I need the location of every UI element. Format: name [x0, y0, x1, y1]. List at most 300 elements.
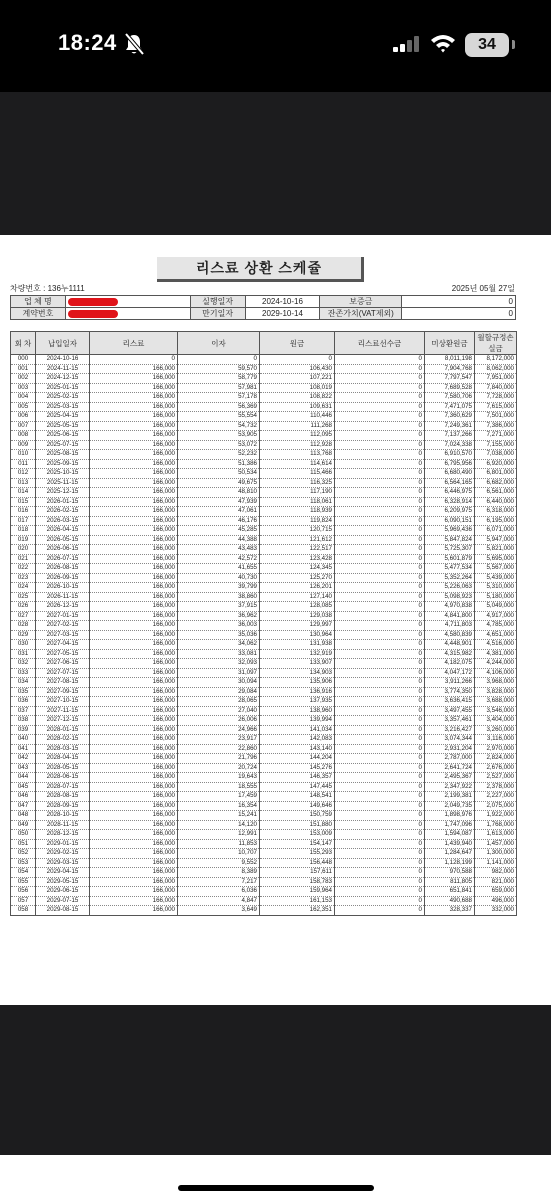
table-cell: 3,911,266 — [425, 678, 475, 688]
table-cell: 4,516,000 — [475, 640, 517, 650]
table-cell: 8,062,000 — [475, 364, 517, 374]
table-row — [11, 782, 517, 792]
table-row — [11, 526, 517, 536]
table-cell: 166,000 — [90, 630, 178, 640]
table-cell: 0 — [335, 573, 425, 583]
table-cell: 8,172,000 — [475, 355, 517, 365]
document-title: 리스료 상환 스케쥴 — [157, 257, 364, 282]
table-cell: 166,000 — [90, 545, 178, 555]
table-cell: 145,276 — [260, 763, 335, 773]
maturity-date-label: 만기일자 — [190, 308, 245, 320]
table-row — [11, 535, 517, 545]
table-cell: 2,075,000 — [475, 801, 517, 811]
table-cell: 21,796 — [178, 754, 260, 764]
table-cell: 7,471,075 — [425, 402, 475, 412]
table-cell: 146,357 — [260, 773, 335, 783]
table-cell: 59,570 — [178, 364, 260, 374]
table-cell: 38,860 — [178, 592, 260, 602]
table-cell: 139,994 — [260, 716, 335, 726]
table-cell: 54,732 — [178, 421, 260, 431]
table-cell: 1,141,000 — [475, 858, 517, 868]
table-cell: 153,009 — [260, 830, 335, 840]
table-cell: 4,381,000 — [475, 649, 517, 659]
table-cell: 16,354 — [178, 801, 260, 811]
table-cell: 1,768,000 — [475, 820, 517, 830]
table-cell: 158,783 — [260, 877, 335, 887]
table-cell: 7,271,000 — [475, 431, 517, 441]
table-cell: 821,000 — [475, 877, 517, 887]
table-cell: 166,000 — [90, 649, 178, 659]
table-cell: 126,201 — [260, 583, 335, 593]
table-cell: 2026-08-15 — [36, 564, 90, 574]
table-cell: 51,386 — [178, 459, 260, 469]
table-cell: 6,910,570 — [425, 450, 475, 460]
table-cell: 43,483 — [178, 545, 260, 555]
table-cell: 166,000 — [90, 687, 178, 697]
table-cell: 017 — [11, 516, 36, 526]
table-cell: 0 — [335, 773, 425, 783]
table-cell: 166,000 — [90, 716, 178, 726]
table-cell: 1,457,000 — [475, 839, 517, 849]
table-cell: 3,216,427 — [425, 725, 475, 735]
table-cell: 4,047,172 — [425, 668, 475, 678]
table-cell: 6,318,000 — [475, 507, 517, 517]
table-cell: 2028-03-15 — [36, 744, 90, 754]
table-cell: 120,715 — [260, 526, 335, 536]
table-cell: 1,922,000 — [475, 811, 517, 821]
battery-cap-icon — [512, 40, 515, 49]
table-cell: 137,935 — [260, 697, 335, 707]
table-row — [11, 431, 517, 441]
deposit-label: 보증금 — [320, 296, 402, 308]
table-cell: 166,000 — [90, 725, 178, 735]
table-cell: 032 — [11, 659, 36, 669]
table-cell: 2028-10-15 — [36, 811, 90, 821]
table-cell: 2027-11-15 — [36, 706, 90, 716]
table-cell: 1,898,976 — [425, 811, 475, 821]
table-cell: 328,337 — [425, 906, 475, 916]
table-cell: 151,880 — [260, 820, 335, 830]
table-cell: 50,534 — [178, 469, 260, 479]
table-cell: 2026-09-15 — [36, 573, 90, 583]
table-cell: 2,495,367 — [425, 773, 475, 783]
table-cell: 2028-01-15 — [36, 725, 90, 735]
table-cell: 9,552 — [178, 858, 260, 868]
table-cell: 651,841 — [425, 887, 475, 897]
table-cell: 2026-01-15 — [36, 497, 90, 507]
table-cell: 2025-02-15 — [36, 393, 90, 403]
table-cell: 2,641,724 — [425, 763, 475, 773]
table-cell: 0 — [335, 868, 425, 878]
table-cell: 155,293 — [260, 849, 335, 859]
column-header: 리스료선수금 — [335, 332, 425, 355]
table-cell: 20,724 — [178, 763, 260, 773]
table-cell: 166,000 — [90, 887, 178, 897]
home-indicator[interactable] — [178, 1185, 374, 1191]
table-cell: 0 — [335, 364, 425, 374]
table-cell: 162,351 — [260, 906, 335, 916]
table-cell: 129,997 — [260, 621, 335, 631]
table-cell: 149,646 — [260, 801, 335, 811]
table-cell: 166,000 — [90, 440, 178, 450]
table-cell: 18,555 — [178, 782, 260, 792]
table-cell: 014 — [11, 488, 36, 498]
table-cell: 6,920,000 — [475, 459, 517, 469]
table-cell: 0 — [335, 469, 425, 479]
table-cell: 2025-05-15 — [36, 421, 90, 431]
table-cell: 148,541 — [260, 792, 335, 802]
table-cell: 3,497,455 — [425, 706, 475, 716]
table-cell: 35,036 — [178, 630, 260, 640]
table-cell: 023 — [11, 573, 36, 583]
table-cell: 2027-12-15 — [36, 716, 90, 726]
table-cell: 811,805 — [425, 877, 475, 887]
table-row — [11, 839, 517, 849]
table-cell: 039 — [11, 725, 36, 735]
table-cell: 166,000 — [90, 573, 178, 583]
table-cell: 133,907 — [260, 659, 335, 669]
table-cell: 2024-11-15 — [36, 364, 90, 374]
table-cell: 3,357,461 — [425, 716, 475, 726]
table-cell: 044 — [11, 773, 36, 783]
table-cell: 7,038,000 — [475, 450, 517, 460]
table-cell: 34,062 — [178, 640, 260, 650]
column-header: 미상환원금 — [425, 332, 475, 355]
table-cell: 0 — [335, 649, 425, 659]
table-cell: 6,209,975 — [425, 507, 475, 517]
table-cell: 2025-11-15 — [36, 478, 90, 488]
table-cell: 3,774,350 — [425, 687, 475, 697]
table-cell: 142,083 — [260, 735, 335, 745]
table-row — [11, 668, 517, 678]
table-cell: 034 — [11, 678, 36, 688]
table-cell: 166,000 — [90, 488, 178, 498]
deposit-value: 0 — [402, 296, 516, 308]
table-cell: 029 — [11, 630, 36, 640]
table-cell: 2025-09-15 — [36, 459, 90, 469]
table-cell: 490,688 — [425, 896, 475, 906]
table-cell: 166,000 — [90, 678, 178, 688]
table-cell: 29,084 — [178, 687, 260, 697]
table-cell: 0 — [335, 763, 425, 773]
table-row — [11, 649, 517, 659]
table-cell: 2029-04-15 — [36, 868, 90, 878]
table-cell: 19,643 — [178, 773, 260, 783]
table-cell: 0 — [90, 355, 178, 365]
table-cell: 0 — [335, 583, 425, 593]
table-cell: 166,000 — [90, 896, 178, 906]
column-header: 월할규정손실금 — [475, 332, 517, 355]
table-cell: 5,601,879 — [425, 554, 475, 564]
table-cell: 166,000 — [90, 763, 178, 773]
table-cell: 1,284,647 — [425, 849, 475, 859]
table-cell: 2025-12-15 — [36, 488, 90, 498]
table-cell: 2024-12-15 — [36, 374, 90, 384]
table-row — [11, 887, 517, 897]
table-row — [11, 735, 517, 745]
table-cell: 166,000 — [90, 811, 178, 821]
table-cell: 002 — [11, 374, 36, 384]
table-cell: 2026-03-15 — [36, 516, 90, 526]
table-cell: 30,094 — [178, 678, 260, 688]
table-row — [11, 896, 517, 906]
table-cell: 40,730 — [178, 573, 260, 583]
table-cell: 001 — [11, 364, 36, 374]
table-row — [11, 364, 517, 374]
table-cell: 166,000 — [90, 830, 178, 840]
table-cell: 116,325 — [260, 478, 335, 488]
table-row — [11, 478, 517, 488]
table-cell: 135,906 — [260, 678, 335, 688]
table-cell: 17,459 — [178, 792, 260, 802]
table-cell: 3,404,000 — [475, 716, 517, 726]
table-cell: 057 — [11, 896, 36, 906]
table-cell: 5,947,000 — [475, 535, 517, 545]
table-cell: 0 — [335, 687, 425, 697]
table-cell: 166,000 — [90, 754, 178, 764]
table-cell: 166,000 — [90, 516, 178, 526]
table-cell: 2027-09-15 — [36, 687, 90, 697]
table-cell: 7,728,000 — [475, 393, 517, 403]
table-cell: 166,000 — [90, 383, 178, 393]
table-cell: 138,960 — [260, 706, 335, 716]
table-cell: 4,917,000 — [475, 611, 517, 621]
table-cell: 0 — [335, 564, 425, 574]
table-row — [11, 583, 517, 593]
table-cell: 166,000 — [90, 412, 178, 422]
table-cell: 0 — [335, 716, 425, 726]
table-cell: 5,567,000 — [475, 564, 517, 574]
viewer-background-top — [0, 92, 551, 235]
table-cell: 166,000 — [90, 697, 178, 707]
table-row — [11, 545, 517, 555]
table-row — [11, 792, 517, 802]
table-row — [11, 488, 517, 498]
table-cell: 3,828,000 — [475, 687, 517, 697]
table-cell: 2,527,000 — [475, 773, 517, 783]
table-cell: 7,217 — [178, 877, 260, 887]
table-cell: 7,951,000 — [475, 374, 517, 384]
table-cell: 2,049,735 — [425, 801, 475, 811]
table-row — [11, 706, 517, 716]
table-cell: 46,176 — [178, 516, 260, 526]
table-cell: 166,000 — [90, 535, 178, 545]
table-cell: 5,049,000 — [475, 602, 517, 612]
table-cell: 6,682,000 — [475, 478, 517, 488]
table-cell: 028 — [11, 621, 36, 631]
table-cell: 008 — [11, 431, 36, 441]
document-date: 2025년 05월 27일 — [451, 284, 515, 293]
table-header-row — [11, 332, 517, 355]
table-cell: 0 — [335, 725, 425, 735]
table-cell: 131,938 — [260, 640, 335, 650]
table-cell: 130,964 — [260, 630, 335, 640]
residual-value-label: 잔존가치(VAT제외) — [320, 308, 402, 320]
table-cell: 6,680,490 — [425, 469, 475, 479]
column-header: 이자 — [178, 332, 260, 355]
table-cell: 009 — [11, 440, 36, 450]
table-cell: 4,970,838 — [425, 602, 475, 612]
table-cell: 14,120 — [178, 820, 260, 830]
table-row — [11, 640, 517, 650]
table-cell: 53,072 — [178, 440, 260, 450]
contract-label: 계약번호 — [11, 308, 66, 320]
table-cell: 112,928 — [260, 440, 335, 450]
table-cell: 166,000 — [90, 402, 178, 412]
table-cell: 118,939 — [260, 507, 335, 517]
table-cell: 0 — [335, 621, 425, 631]
table-cell: 0 — [335, 545, 425, 555]
table-row — [11, 383, 517, 393]
table-cell: 006 — [11, 412, 36, 422]
table-cell: 47,061 — [178, 507, 260, 517]
table-cell: 0 — [335, 906, 425, 916]
table-cell: 2029-05-15 — [36, 877, 90, 887]
table-cell: 166,000 — [90, 507, 178, 517]
cellular-signal-icon — [393, 36, 421, 57]
table-cell: 118,061 — [260, 497, 335, 507]
table-cell: 123,428 — [260, 554, 335, 564]
table-cell: 036 — [11, 697, 36, 707]
company-label: 업 체 명 — [11, 296, 66, 308]
table-cell: 0 — [335, 877, 425, 887]
table-cell: 55,554 — [178, 412, 260, 422]
table-cell: 027 — [11, 611, 36, 621]
table-cell: 054 — [11, 868, 36, 878]
table-cell: 121,612 — [260, 535, 335, 545]
table-cell: 166,000 — [90, 478, 178, 488]
table-cell: 2,931,204 — [425, 744, 475, 754]
table-cell: 31,097 — [178, 668, 260, 678]
table-cell: 2,970,000 — [475, 744, 517, 754]
table-cell: 0 — [335, 507, 425, 517]
table-cell: 132,919 — [260, 649, 335, 659]
table-cell: 48,810 — [178, 488, 260, 498]
table-cell: 0 — [335, 640, 425, 650]
table-row — [11, 678, 517, 688]
table-cell: 035 — [11, 687, 36, 697]
table-cell: 4,182,075 — [425, 659, 475, 669]
table-cell: 166,000 — [90, 374, 178, 384]
clock-time: 18:24 — [58, 30, 117, 55]
table-cell: 049 — [11, 820, 36, 830]
table-cell: 0 — [335, 516, 425, 526]
table-cell: 2026-05-15 — [36, 535, 90, 545]
table-cell: 166,000 — [90, 459, 178, 469]
table-cell: 47,939 — [178, 497, 260, 507]
table-cell: 166,000 — [90, 431, 178, 441]
table-cell: 050 — [11, 830, 36, 840]
table-cell: 36,962 — [178, 611, 260, 621]
table-cell: 3,688,000 — [475, 697, 517, 707]
table-cell: 7,904,768 — [425, 364, 475, 374]
table-cell: 6,195,000 — [475, 516, 517, 526]
column-header: 회 차 — [11, 332, 36, 355]
table-cell: 5,821,000 — [475, 545, 517, 555]
home-bar-area — [0, 1155, 551, 1200]
table-cell: 046 — [11, 792, 36, 802]
table-cell: 6,328,914 — [425, 497, 475, 507]
table-cell: 27,040 — [178, 706, 260, 716]
table-cell: 2,787,000 — [425, 754, 475, 764]
table-cell: 166,000 — [90, 735, 178, 745]
table-cell: 166,000 — [90, 592, 178, 602]
table-cell: 2029-06-15 — [36, 887, 90, 897]
table-cell: 2028-02-15 — [36, 735, 90, 745]
table-row — [11, 573, 517, 583]
table-row — [11, 877, 517, 887]
table-row — [11, 564, 517, 574]
table-cell: 0 — [335, 592, 425, 602]
repayment-schedule-table — [10, 331, 517, 916]
table-cell: 5,180,000 — [475, 592, 517, 602]
table-cell: 051 — [11, 839, 36, 849]
table-cell: 7,615,000 — [475, 402, 517, 412]
table-cell: 166,000 — [90, 858, 178, 868]
table-cell: 0 — [335, 355, 425, 365]
table-cell: 4,785,000 — [475, 621, 517, 631]
table-cell: 003 — [11, 383, 36, 393]
table-cell: 107,221 — [260, 374, 335, 384]
table-cell: 28,065 — [178, 697, 260, 707]
table-row — [11, 621, 517, 631]
table-cell: 2028-04-15 — [36, 754, 90, 764]
table-cell: 2028-06-15 — [36, 773, 90, 783]
table-cell: 2025-10-15 — [36, 469, 90, 479]
table-cell: 2026-06-15 — [36, 545, 90, 555]
table-cell: 3,546,000 — [475, 706, 517, 716]
table-cell: 7,797,547 — [425, 374, 475, 384]
table-row — [11, 830, 517, 840]
table-row — [11, 374, 517, 384]
table-cell: 0 — [335, 393, 425, 403]
table-row — [11, 773, 517, 783]
car-number: 차량번호 : 136누1111 — [10, 284, 85, 293]
table-cell: 0 — [335, 668, 425, 678]
table-cell: 6,801,000 — [475, 469, 517, 479]
table-cell: 4,244,000 — [475, 659, 517, 669]
table-cell: 6,090,151 — [425, 516, 475, 526]
table-cell: 0 — [335, 659, 425, 669]
table-cell: 161,153 — [260, 896, 335, 906]
table-cell: 2028-11-15 — [36, 820, 90, 830]
table-cell: 2029-08-15 — [36, 906, 90, 916]
table-cell: 052 — [11, 849, 36, 859]
table-cell: 166,000 — [90, 706, 178, 716]
table-cell: 122,517 — [260, 545, 335, 555]
table-cell: 004 — [11, 393, 36, 403]
table-cell: 0 — [335, 554, 425, 564]
table-cell: 166,000 — [90, 744, 178, 754]
table-cell: 2026-04-15 — [36, 526, 90, 536]
table-cell: 166,000 — [90, 906, 178, 916]
table-cell: 2027-05-15 — [36, 649, 90, 659]
table-cell: 154,147 — [260, 839, 335, 849]
table-cell: 021 — [11, 554, 36, 564]
table-cell: 33,081 — [178, 649, 260, 659]
table-cell: 037 — [11, 706, 36, 716]
table-cell: 3,074,344 — [425, 735, 475, 745]
table-cell: 166,000 — [90, 583, 178, 593]
table-cell: 2,199,381 — [425, 792, 475, 802]
table-cell: 166,000 — [90, 469, 178, 479]
table-cell: 7,155,000 — [475, 440, 517, 450]
company-value-redacted — [65, 296, 190, 308]
table-cell: 2025-04-15 — [36, 412, 90, 422]
table-cell: 166,000 — [90, 773, 178, 783]
table-cell: 0 — [335, 744, 425, 754]
table-cell: 0 — [335, 849, 425, 859]
